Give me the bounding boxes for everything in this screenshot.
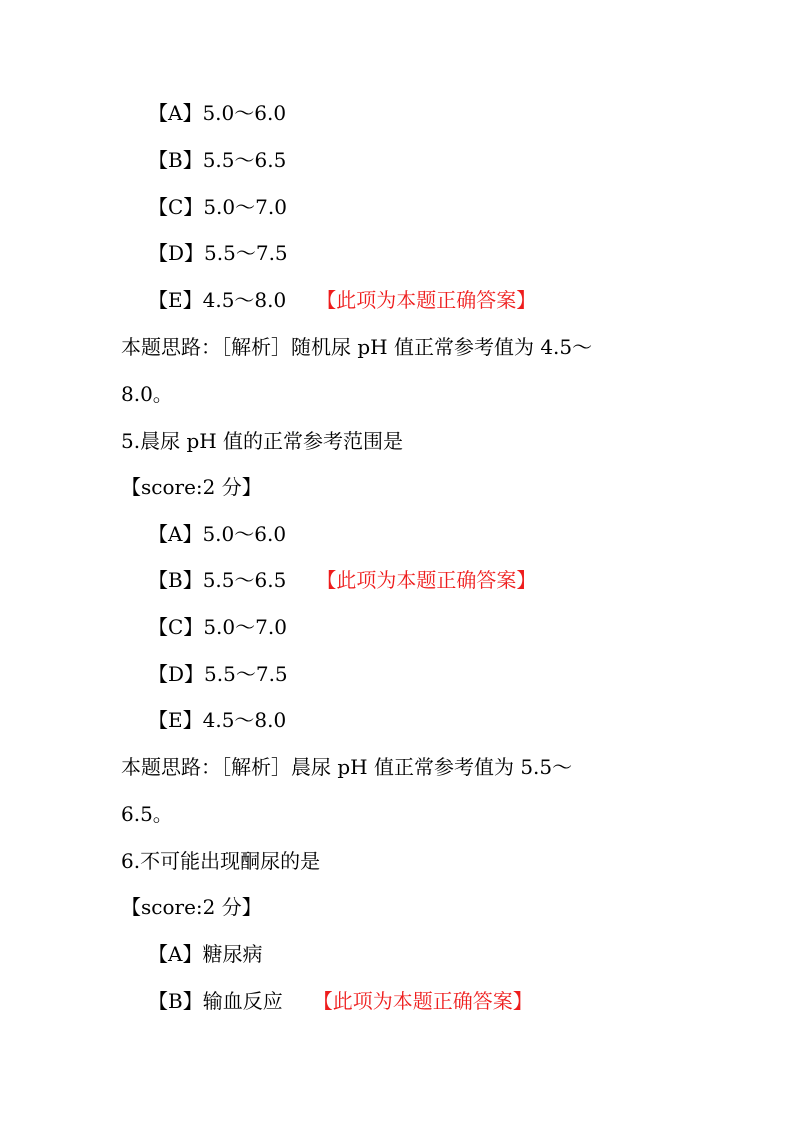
q4-option-d [148, 240, 288, 266]
q4-option-c [148, 194, 287, 220]
option-text: 5.5～7.5 [204, 241, 288, 265]
option-label: 【B】 [148, 989, 203, 1013]
option-label: 【E】 [148, 708, 203, 732]
option-label: 【B】 [148, 148, 203, 172]
q4-option-b [148, 147, 286, 173]
option-text: 4.5～8.0 [202, 708, 287, 732]
option-label: 【B】 [148, 568, 203, 592]
q5-explanation-line2: 6.5。 [121, 802, 173, 826]
option-label: 【A】 [148, 522, 203, 546]
correct-answer-mark: 【此项为本题正确答案】 [316, 568, 537, 592]
q6-question: 6.不可能出现酮尿的是 [121, 849, 321, 873]
option-text: 糖尿病 [202, 942, 263, 966]
correct-answer-mark: 【此项为本题正确答案】 [312, 989, 533, 1013]
option-text: 4.5～8.0 [202, 288, 287, 312]
q6-score: 【score:2 分】 [121, 895, 262, 919]
option-label: 【C】 [148, 615, 204, 639]
option-text: 5.5～6.5 [202, 568, 287, 592]
q6-option-b [148, 988, 533, 1014]
option-text: 5.0～6.0 [202, 101, 287, 125]
q4-explanation-line1: 本题思路：［解析］随机尿 pH 值正常参考值为 4.5～ [121, 335, 593, 359]
option-text: 5.5～6.5 [202, 148, 287, 172]
option-text: 输血反应 [202, 989, 283, 1013]
option-label: 【E】 [148, 288, 203, 312]
option-label: 【A】 [148, 942, 203, 966]
option-label: 【D】 [148, 662, 205, 686]
option-label: 【D】 [148, 241, 205, 265]
q4-explanation-line2: 8.0。 [121, 382, 173, 406]
q5-option-b [148, 567, 536, 593]
correct-answer-mark: 【此项为本题正确答案】 [316, 288, 537, 312]
q6-option-a [148, 941, 262, 967]
option-text: 5.5～7.5 [204, 662, 288, 686]
q4-option-e [148, 287, 536, 313]
q5-option-d [148, 661, 288, 687]
q5-explanation-line1: 本题思路：［解析］晨尿 pH 值正常参考值为 5.5～ [121, 755, 573, 779]
option-text: 5.0～7.0 [203, 195, 287, 219]
q5-option-a [148, 521, 286, 547]
option-text: 5.0～7.0 [203, 615, 287, 639]
option-label: 【C】 [148, 195, 204, 219]
option-text: 5.0～6.0 [202, 522, 287, 546]
option-label: 【A】 [148, 101, 203, 125]
q5-score: 【score:2 分】 [121, 475, 262, 499]
q5-option-e [148, 707, 286, 733]
q5-question: 5.晨尿 pH 值的正常参考范围是 [121, 429, 404, 453]
q5-option-c [148, 614, 287, 640]
q4-option-a [148, 100, 286, 126]
